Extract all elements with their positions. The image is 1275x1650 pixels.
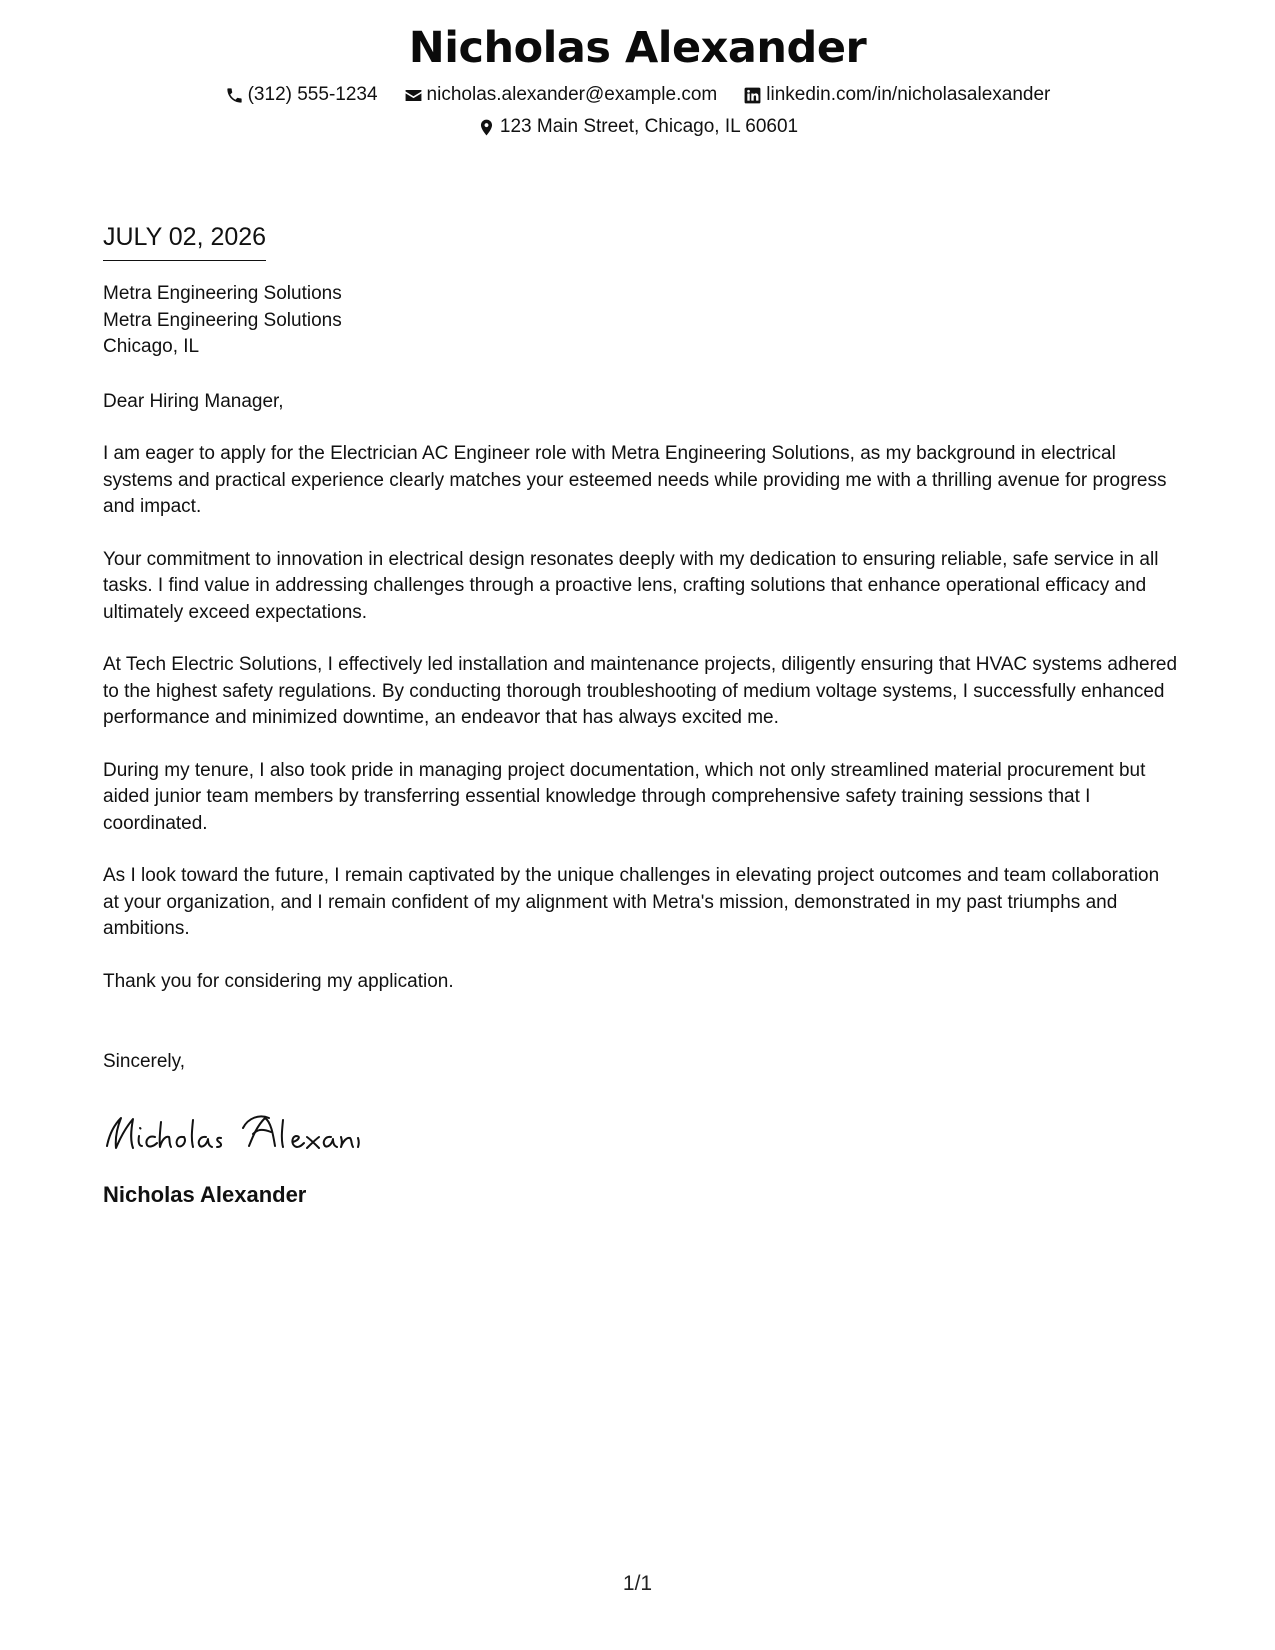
linkedin-url: linkedin.com/in/nicholasalexander	[766, 84, 1051, 105]
recipient-line: Metra Engineering Solutions	[103, 283, 342, 304]
letter-body	[103, 220, 1178, 1210]
contact-row	[0, 80, 1275, 110]
linkedin-contact	[743, 80, 1050, 110]
address-contact	[477, 112, 798, 142]
signer-name: Nicholas Alexander	[103, 1181, 307, 1207]
recipient-line: Metra Engineering Solutions	[103, 309, 342, 331]
letter-date: JULY 02, 2026	[103, 220, 266, 261]
email-contact	[404, 80, 718, 110]
letter-header	[0, 18, 1275, 142]
map-pin-icon	[477, 118, 496, 137]
phone-icon	[225, 86, 244, 105]
envelope-icon	[404, 86, 423, 105]
body-paragraph: As I look toward the future, I remain captivated by the unique challenges in elevating project outcomes and team collaboration at your organization, and I remain confident of my alignment with Metra's mission, demonstrated in my past triumphs and ambitions.	[103, 865, 1160, 939]
phone-number: (312) 555-1234	[247, 84, 378, 105]
linkedin-icon	[743, 86, 762, 105]
phone-contact	[225, 80, 378, 110]
recipient-line: Chicago, IL	[103, 336, 200, 357]
body-paragraph: I am eager to apply for the Electrician AC Engineer role with Metra Engineering Solutions, as my background in electrical systems and practical experience clearly matches your esteemed needs while providing me with a thrilling avenue for progress and impact.	[103, 443, 1167, 517]
salutation: Dear Hiring Manager,	[103, 390, 284, 412]
address-row	[0, 112, 1275, 142]
closing: Sincerely,	[103, 1051, 186, 1072]
email-address: nicholas.alexander@example.com	[426, 84, 718, 105]
body-paragraph: Your commitment to innovation in electrical design resonates deeply with my dedication to ensuring reliable, safe service in all tasks. I find value in addressing challenges through a proactive lens, crafting solutions that enhance operational efficacy and ultimately exceed expectations.	[103, 548, 1159, 623]
recipient-block	[103, 281, 1178, 361]
body-paragraph: At Tech Electric Solutions, I effectively led installation and maintenance projects, diligently ensuring that HVAC systems adhered to the highest safety regulations. By conducting thorough troubleshooting of medium voltage systems, I successfully enhanced performance and minimized downtime, an endeavor that has always excited me.	[103, 654, 1178, 728]
body-paragraph: Thank you for considering my application.	[103, 970, 454, 992]
sender-name: Nicholas Alexander	[408, 23, 867, 73]
street-address: 123 Main Street, Chicago, IL 60601	[499, 116, 799, 137]
body-paragraph: During my tenure, I also took pride in managing project documentation, which not only streamlined material procurement but aided junior team members by transferring essential knowledge through comprehensive safety training sessions that I coordinated.	[103, 759, 1146, 834]
handwritten-signature	[103, 1106, 1178, 1156]
page-number: 1/1	[622, 1572, 653, 1595]
